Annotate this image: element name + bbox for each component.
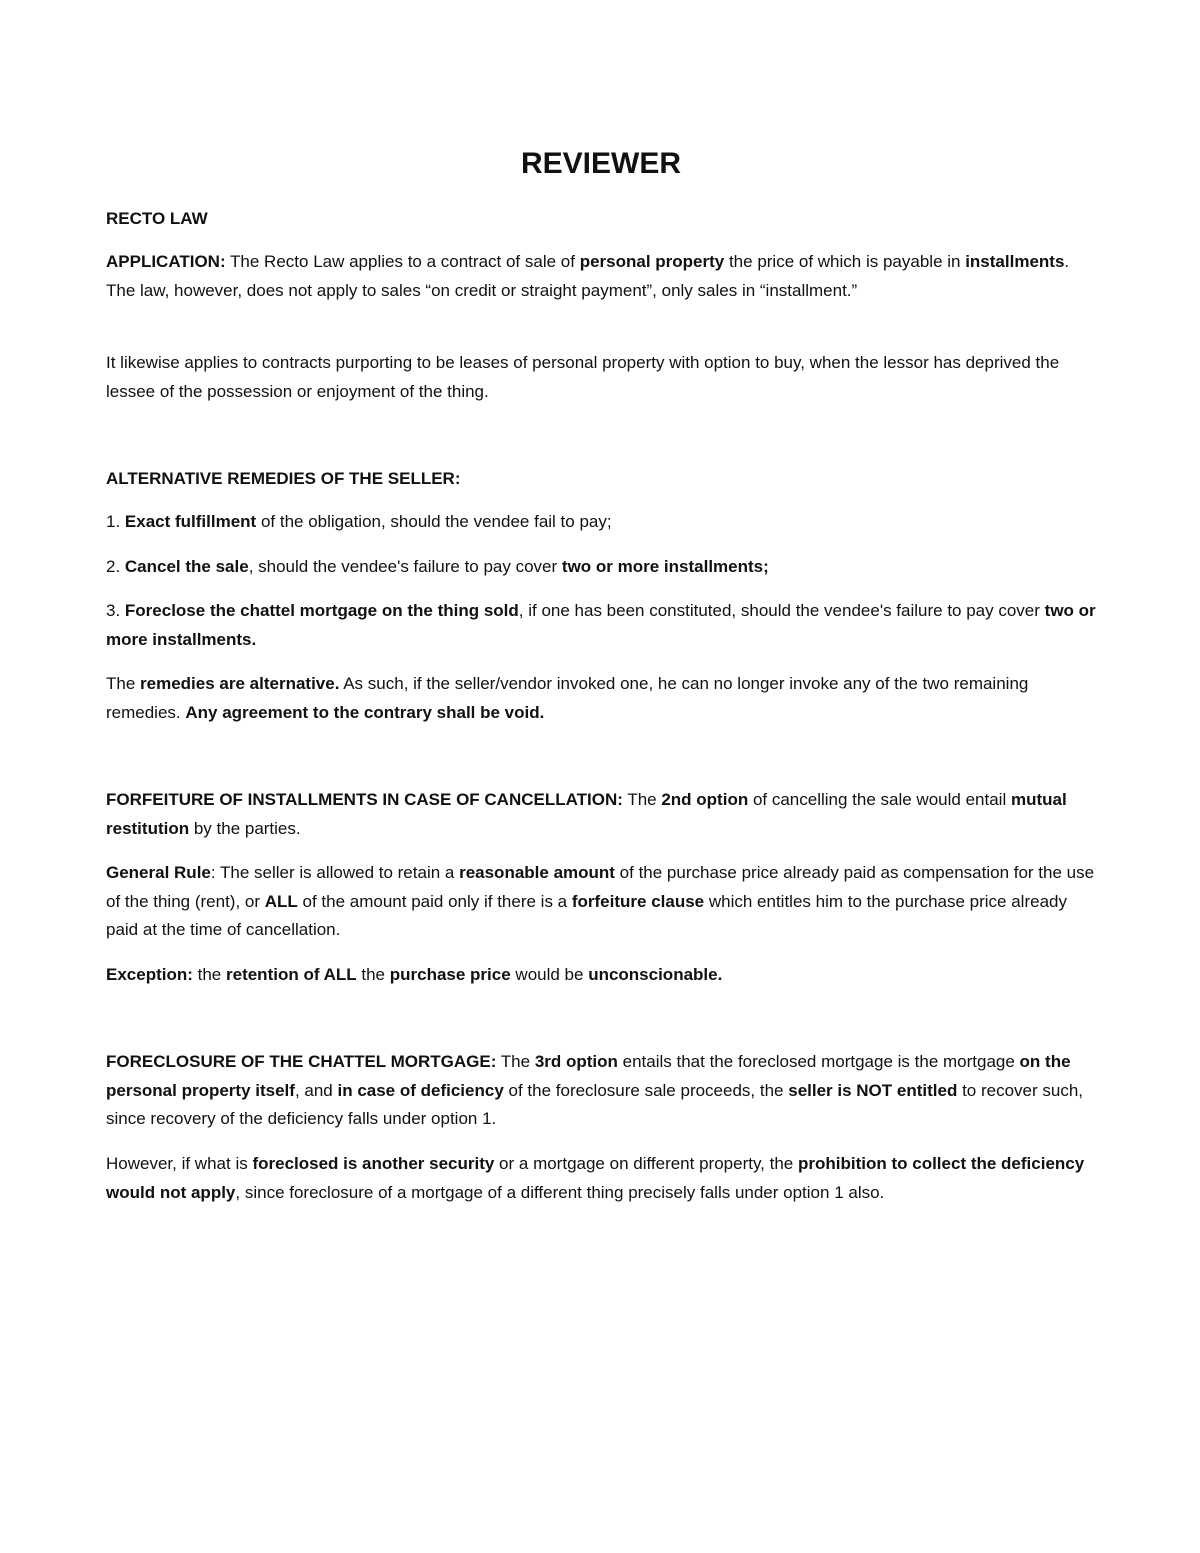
application-paragraph: APPLICATION: The Recto Law applies to a contract of sale of personal property the price of which is payable in installments. The law, however, does not apply to sales “on credit or straight payment”, only sales in “installment.” <box>106 252 1070 300</box>
foreclosure-label: FORECLOSURE OF THE CHATTEL MORTGAGE: <box>106 1052 497 1071</box>
remedy-item-3: 3. Foreclose the chattel mortgage on the thing sold, if one has been constituted, should the vendee's failure to pay cover two or more installments. <box>106 601 1096 649</box>
document-title: REVIEWER <box>520 147 682 180</box>
lease-paragraph: It likewise applies to contracts purporting to be leases of personal property with option to buy, when the lessor has deprived the lessee of the possession or enjoyment of the thing. <box>106 353 1060 401</box>
exception-label: Exception: <box>106 965 193 984</box>
remedy-item-2: 2. Cancel the sale, should the vendee's failure to pay cover two or more installments; <box>106 557 769 576</box>
general-rule-paragraph: General Rule: The seller is allowed to retain a reasonable amount of the purchase price already paid as compensation for the use of the thing (rent), or ALL of the amount paid only if there is a forfeiture clause which entitles him to the purchase price already paid at the time of cancellation. <box>106 863 1095 939</box>
application-label: APPLICATION: <box>106 252 226 271</box>
remedies-alternative-paragraph: The remedies are alternative. As such, if the seller/vendor invoked one, he can no longer invoke any of the two remaining remedies. Any agreement to the contrary shall be void. <box>106 674 1029 722</box>
remedy-item-1: 1. Exact fulfillment of the obligation, should the vendee fail to pay; <box>106 512 612 531</box>
exception-paragraph: Exception: the retention of ALL the purchase price would be unconscionable. <box>106 965 723 984</box>
however-paragraph: However, if what is foreclosed is another security or a mortgage on different property, the prohibition to collect the deficiency would not apply, since foreclosure of a mortgage of a different thing precisely falls under option 1 also. <box>106 1154 1085 1202</box>
foreclosure-paragraph: FORECLOSURE OF THE CHATTEL MORTGAGE: The 3rd option entails that the foreclosed mortgage is the mortgage on the personal property itself, and in case of deficiency of the foreclosure sale proceeds, the seller is NOT entitled to recover such, since recovery of the deficiency falls under option 1. <box>106 1052 1084 1128</box>
general-rule-label: General Rule <box>106 863 211 882</box>
section-heading-alternative-remedies: ALTERNATIVE REMEDIES OF THE SELLER: <box>106 469 461 488</box>
forfeiture-paragraph: FORFEITURE OF INSTALLMENTS IN CASE OF CANCELLATION: The 2nd option of cancelling the sale would entail mutual restitution by the parties. <box>106 790 1067 838</box>
section-heading-recto-law: RECTO LAW <box>106 209 208 228</box>
forfeiture-label: FORFEITURE OF INSTALLMENTS IN CASE OF CANCELLATION: <box>106 790 623 809</box>
